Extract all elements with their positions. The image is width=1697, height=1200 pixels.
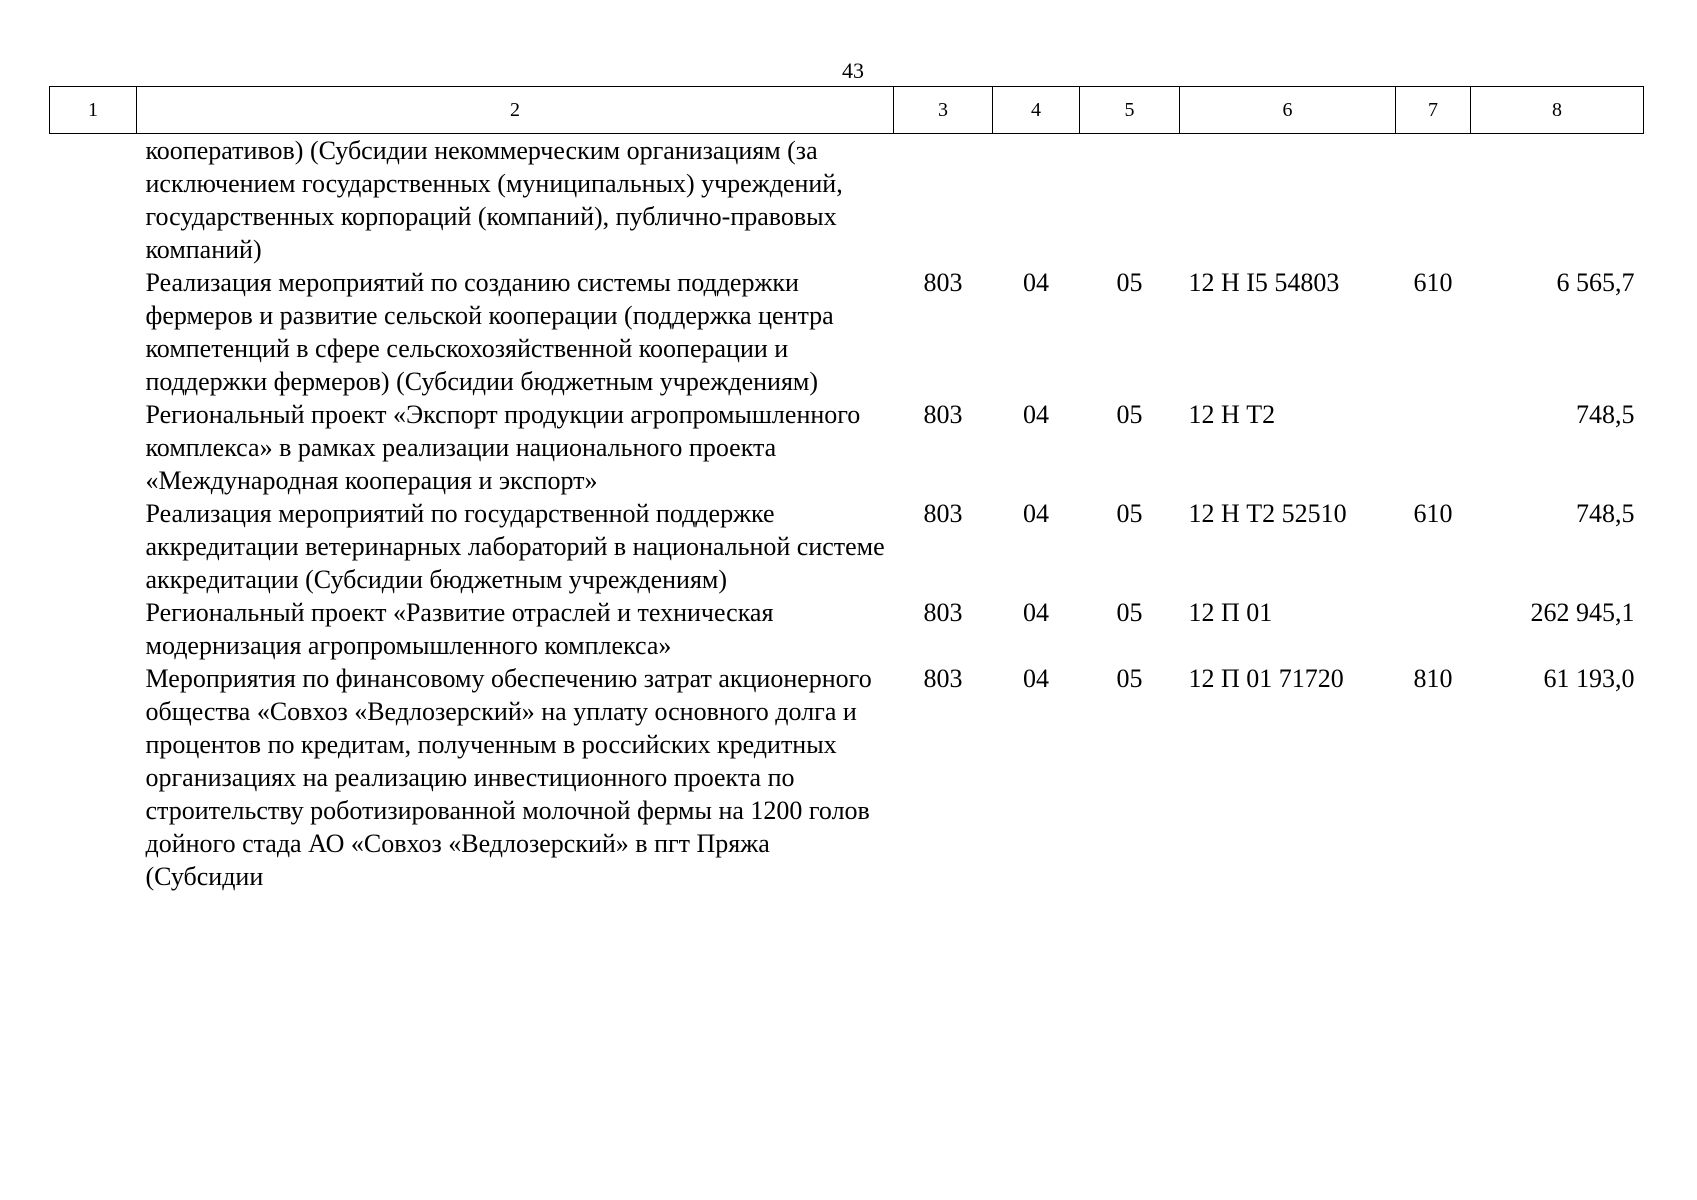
table-row bbox=[50, 398, 1644, 497]
ministry-code: 803 bbox=[923, 268, 963, 297]
row-number-cell bbox=[50, 662, 137, 893]
page-number: 43 bbox=[842, 58, 864, 83]
row-number-cell bbox=[50, 497, 137, 596]
target-article-code: 12 П 01 bbox=[1188, 598, 1273, 627]
subsection-code bbox=[1080, 134, 1180, 267]
table-row bbox=[50, 497, 1644, 596]
table-body bbox=[50, 134, 1644, 894]
section-code bbox=[993, 134, 1080, 267]
budget-table bbox=[49, 86, 1644, 893]
target-article-code bbox=[1180, 134, 1396, 267]
subsection-code: 05 bbox=[1116, 499, 1143, 528]
target-article-code: 12 Н Т2 bbox=[1188, 400, 1276, 429]
table-row bbox=[50, 662, 1644, 893]
item-name: Региональный проект «Экспорт продукции агропромышленного комплекса» в рамках реализации национального проекта «Международная кооперация и экспорт» bbox=[145, 400, 861, 495]
header-row bbox=[50, 87, 1644, 134]
expense-type-code: 610 bbox=[1413, 268, 1453, 297]
row-number-cell bbox=[50, 134, 137, 267]
section-code: 04 bbox=[1023, 268, 1049, 297]
amount bbox=[1471, 134, 1644, 267]
section-code: 04 bbox=[1023, 400, 1049, 429]
amount: 748,5 bbox=[1576, 499, 1635, 528]
section-code: 04 bbox=[1023, 499, 1049, 528]
row-number-cell bbox=[50, 398, 137, 497]
section-code: 04 bbox=[1023, 664, 1049, 693]
expense-type-code bbox=[1396, 596, 1471, 662]
subsection-code: 05 bbox=[1116, 268, 1143, 297]
row-number-cell bbox=[50, 266, 137, 398]
amount: 262 945,1 bbox=[1530, 598, 1635, 627]
table-header bbox=[50, 87, 1644, 134]
ministry-code: 803 bbox=[923, 598, 963, 627]
table-row bbox=[50, 596, 1644, 662]
amount: 6 565,7 bbox=[1556, 268, 1635, 297]
ministry-code bbox=[894, 134, 993, 267]
column-header-2: 2 bbox=[137, 87, 894, 134]
column-header-3: 3 bbox=[894, 87, 993, 134]
item-name: Мероприятия по финансовому обеспечению затрат акционерного общества «Совхоз «Ведлозерский» на уплату основного долга и процентов по кредитам, полученным в российских кредитных организациях на реализацию инвестиционного проекта по строительству роботизированной молочной фермы на 1200 голов дойного стада АО «Совхоз «Ведлозерский» в пгт Пряжа (Субсидии bbox=[145, 664, 872, 891]
target-article-code: 12 Н I5 54803 bbox=[1188, 268, 1340, 297]
target-article-code: 12 П 01 71720 bbox=[1188, 664, 1344, 693]
ministry-code: 803 bbox=[923, 400, 963, 429]
item-name: Реализация мероприятий по государственной поддержке аккредитации ветеринарных лабораторий в национальной системе аккредитации (Субсидии бюджетным учреждениям) bbox=[145, 499, 885, 594]
expense-type-code: 810 bbox=[1413, 664, 1453, 693]
column-header-7: 7 bbox=[1396, 87, 1471, 134]
column-header-4: 4 bbox=[993, 87, 1080, 134]
expense-type-code bbox=[1396, 398, 1471, 497]
amount: 748,5 bbox=[1576, 400, 1635, 429]
amount: 61 193,0 bbox=[1543, 664, 1635, 693]
expense-type-code: 610 bbox=[1413, 499, 1453, 528]
ministry-code: 803 bbox=[923, 499, 963, 528]
column-header-6: 6 bbox=[1180, 87, 1396, 134]
expense-type-code bbox=[1396, 134, 1471, 267]
subsection-code: 05 bbox=[1116, 664, 1143, 693]
item-name: Региональный проект «Развитие отраслей и техническая модернизация агропромышленного комплекса» bbox=[145, 598, 774, 660]
subsection-code: 05 bbox=[1116, 598, 1143, 627]
section-code: 04 bbox=[1023, 598, 1049, 627]
table-row bbox=[50, 266, 1644, 398]
item-name: Реализация мероприятий по созданию системы поддержки фермеров и развитие сельской кооперации (поддержка центра компетенций в сфере сельскохозяйственной кооперации и поддержки фермеров) (Субсидии бюджетным учреждениям) bbox=[145, 268, 834, 396]
ministry-code: 803 bbox=[923, 664, 963, 693]
subsection-code: 05 bbox=[1116, 400, 1143, 429]
column-header-5: 5 bbox=[1080, 87, 1180, 134]
table-row bbox=[50, 134, 1644, 267]
column-header-8: 8 bbox=[1471, 87, 1644, 134]
row-number-cell bbox=[50, 596, 137, 662]
column-header-1: 1 bbox=[50, 87, 137, 134]
item-name: кооперативов) (Субсидии некоммерческим организациям (за исключением государственных (муниципальных) учреждений, государственных корпораций (компаний), публично-правовых компаний) bbox=[145, 136, 843, 264]
target-article-code: 12 Н Т2 52510 bbox=[1188, 499, 1347, 528]
